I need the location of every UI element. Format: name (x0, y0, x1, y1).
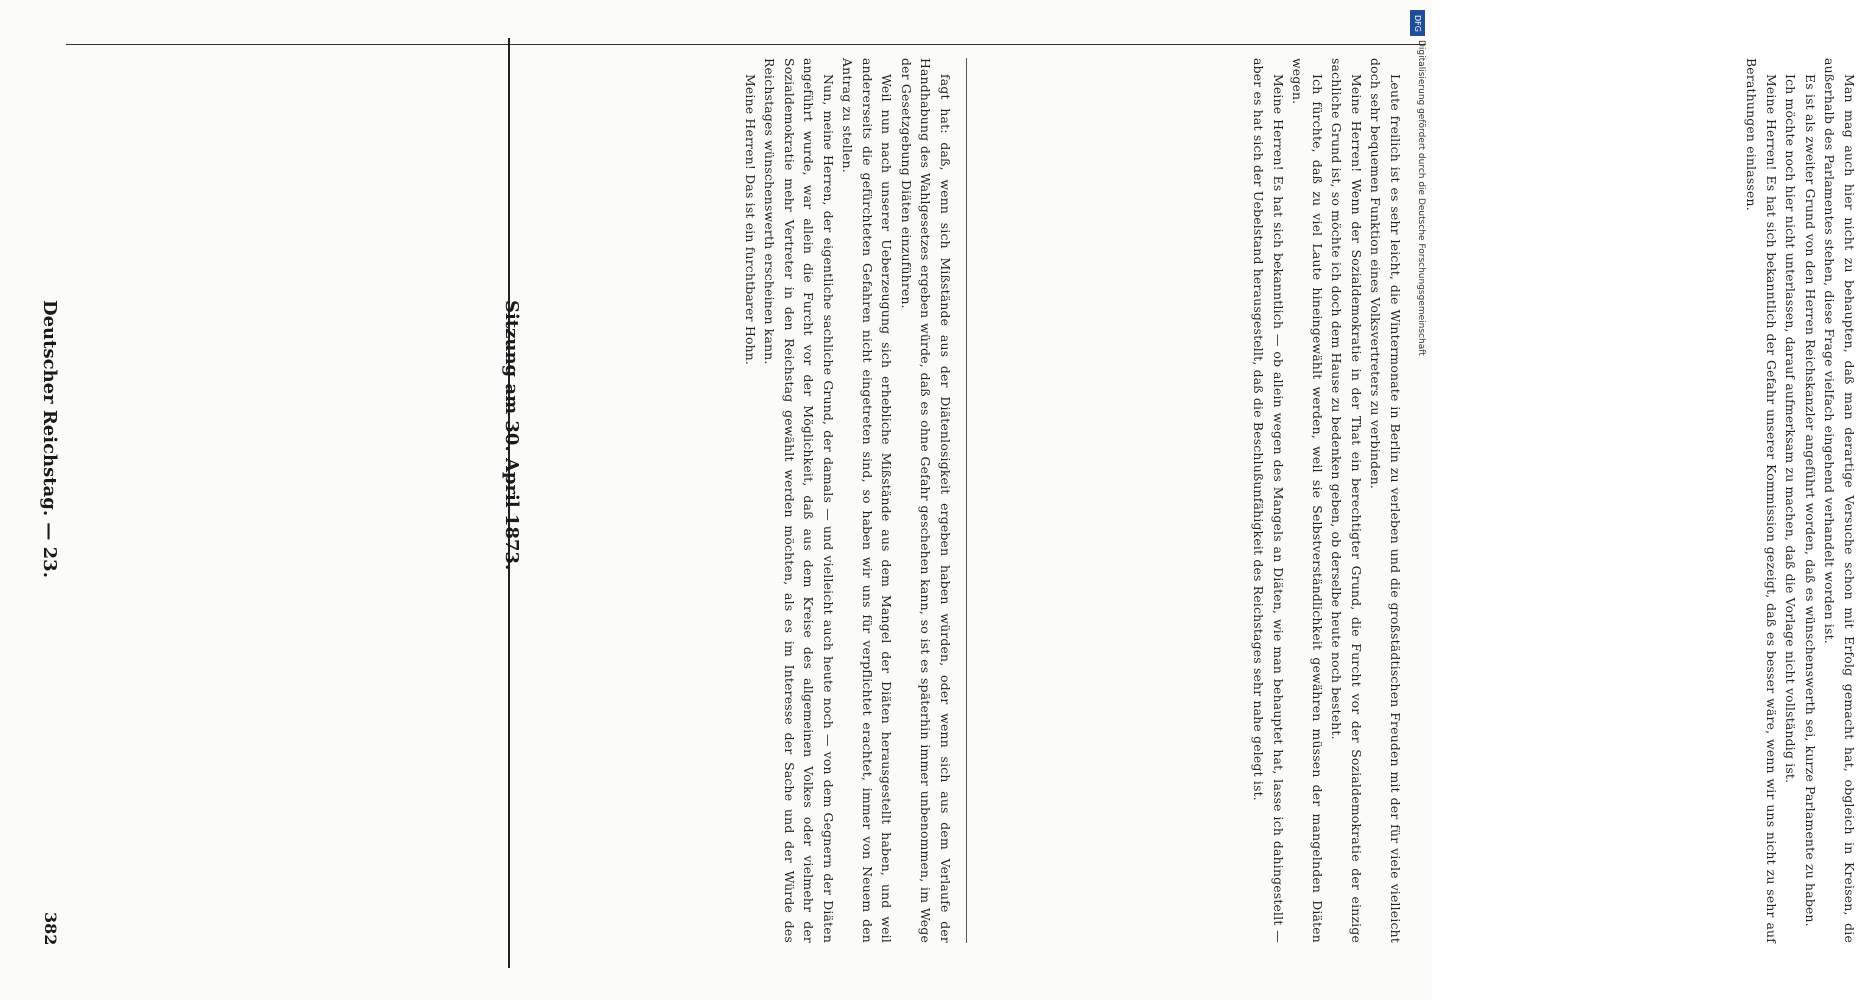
paragraph: Meine Herren! Es hat sich bekanntlich — ob allein wegen des Mangels an Diäten, wie man behauptet hat, lasse ich dahingestellt — aber es hat sich der Uebelstand herausgestellt, daß die Beschlußunfähigkeit des Reichstages sehr nahe gelegt ist. (1251, 58, 1286, 943)
header-rule (66, 44, 1426, 45)
paragraph: Leute freilich ist es sehr leicht, die Wintermonate in Berlin zu verleben und die großstädtischen Freuden mit der für viele vielleicht doch sehr bequemen Funktion eines Volksvertreters zu verbinden. (1368, 58, 1403, 943)
paragraph: Meine Herren! Es hat sich bekanntlich der Gefahr unserer Kommission gezeigt, daß es besser wäre, wenn wir uns nicht zu sehr auf Berathungen einlassen. (1744, 58, 1779, 943)
session-date: Sitzung am 30. April 1873. (501, 300, 522, 571)
paragraph: Ich möchte noch hier nicht unterlassen, darauf aufmerksam zu machen, daß die Vorlage nicht vollständig ist. (1783, 74, 1799, 784)
paragraph: Meine Herren! Das ist ein furchtbarer Hohn. (743, 74, 758, 366)
paragraph: Ich fürchte, daß zu viel Laute hineingewählt werden, weil sie Selbstverständlichkeit gewähren müssen der mangelnden Diäten wegen. (1290, 58, 1325, 943)
paragraph: fagt hat: daß, wenn sich Mißstände aus der Diätenlosigkeit ergeben haben würden, oder wenn sich aus dem Verlaufe der Handhabung des Wahlgesetzes ergeben würde, daß es ohne Gefahr geschehen kann, so ist es späterhin immer unbenommen, im Wege der Gesetzgebung Diäten einzuführen. (899, 58, 953, 943)
paragraph: Man mag auch hier nicht zu behaupten, daß man derartige Versuche schon mit Erfolg gemacht hat, obgleich in Kreisen, die außerhalb des Parlamentes stehen, diese Frage vielfach eingehend verhandelt worden ist. (1822, 58, 1857, 943)
column-divider-2 (966, 58, 967, 943)
page-title: Deutscher Reichstag. — 23. (39, 300, 60, 578)
dfg-logo: DFG (1410, 10, 1425, 36)
paragraph: Meine Herren! Wenn der Sozialdemokratie in der That ein berechtigter Grund, die Furcht vor der Sozialdemokratie der einzige sachliche Grund ist, so möchte ich doch dem Hause zu bedenken geben, ob derselbe heute noch besteht. (1329, 58, 1364, 943)
paragraph: Nun, meine Herren, der eigentliche sachliche Grund, der damals — und vielleicht auch heute noch — von dem Gegnern der Diäten angeführt wurde, war allein die Furcht vor der Möglichkeit, daß aus dem Kreise des allgemeinen Volkes oder vielmehr der Sozialdemokratie mehr Vertreter in den Reichstag gewählt werden möchten, als es im Interesse der Sache und der Würde des Reichstages wünschenswerth erscheinen kann. (762, 58, 836, 943)
paragraph: Weil nun nach unserer Ueberzeugung sich erhebliche Mißstände aus dem Mangel der Diäten herausgestellt haben, und weil andererseits die gefürchteten Gefahren nicht eingetreten sind, so haben wir uns für verpflichtet erachtet, immer von Neuem den Antrag zu stellen. (840, 58, 895, 943)
digitization-note: Digitalisierung gefördert durch die Deutsche Forschungsgemeinschaft (1416, 40, 1426, 356)
text-column-2 (520, 58, 1403, 943)
paragraph: Es ist als zweiter Grund von den Herren Reichskanzler angeführt worden, daß es wünschenswerth sei, kurze Parlamente zu haben. (1803, 74, 1818, 927)
page-number: 382 (41, 912, 60, 946)
